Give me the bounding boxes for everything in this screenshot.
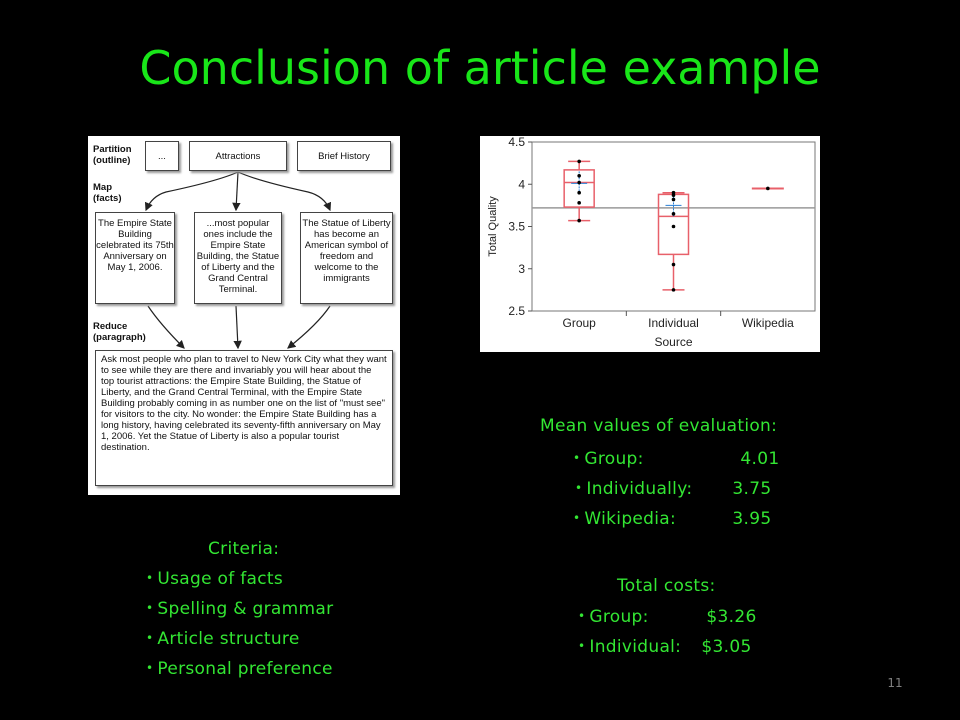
slide-title: Conclusion of article example: [139, 41, 821, 95]
data-point: [577, 174, 581, 178]
y-tick-label: 3: [518, 261, 525, 276]
data-point: [577, 191, 581, 195]
criteria-item: • Personal preference: [146, 654, 333, 684]
header-box-attractions: Attractions: [189, 141, 287, 171]
fact-box-liberty: The Statue of Liberty has become an American symbol of freedom and welcome to the immigrants: [300, 212, 393, 304]
map-label: Map (facts): [93, 182, 122, 204]
evaluation-item-value: 3.95: [732, 509, 772, 529]
data-point: [766, 187, 770, 191]
data-point: [577, 181, 581, 185]
fact-box-attractions: ...most popular ones include the Empire State Building, the Statue of Liberty and the Grand Central Terminal.: [194, 212, 282, 304]
data-point: [577, 201, 581, 205]
criteria-item: • Spelling & grammar: [146, 594, 333, 624]
paragraph-box: Ask most people who plan to travel to New York City what they want to see while they are there and invariably you will hear about the top tourist attractions: the Empire State Building, the Statue of Liberty, and the Grand Central Terminal, with the Empire State Building probably coming in as number one on the list of "must see" for visitors to the city. No wonder: the Empire State Building has a long history, having celebrated its seventy-fifth anniversary on May 1, 2006. Yet the Statue of Liberty is also a popular tourist destination.: [95, 350, 393, 486]
cost-item-label: Group:: [589, 607, 649, 627]
y-tick-label: 4.5: [508, 136, 525, 149]
costs-list: [578, 602, 757, 662]
cost-item-value: $3.26: [706, 607, 757, 627]
evaluation-item-value: 4.01: [740, 449, 780, 469]
data-point: [577, 219, 581, 223]
x-tick-label: Group: [562, 316, 596, 330]
criteria-heading: Criteria:: [208, 539, 280, 559]
criteria-list: [146, 564, 333, 684]
data-point: [672, 193, 676, 197]
cost-item: [578, 632, 757, 662]
header-box-brief-history: Brief History: [297, 141, 391, 171]
data-point: [577, 160, 581, 164]
evaluation-item: [573, 504, 779, 534]
y-tick-label: 3.5: [508, 219, 525, 234]
data-point: [672, 225, 676, 229]
criteria-heading-block: [208, 535, 279, 564]
chart-svg: [480, 136, 820, 352]
evaluation-item-label: Individually:: [586, 479, 693, 499]
cost-item-label: Individual:: [589, 637, 682, 657]
data-point: [672, 212, 676, 216]
evaluation-item: [575, 474, 779, 504]
evaluation-item-label: Wikipedia:: [584, 509, 677, 529]
evaluation-item-value: 3.75: [732, 479, 772, 499]
cost-item: [578, 602, 757, 632]
page-number: 11: [887, 676, 903, 690]
criteria-item: • Usage of facts: [146, 564, 333, 594]
quality-box-plot: [480, 136, 820, 352]
mapreduce-diagram: [88, 136, 400, 495]
header-box-ellipsis: ...: [145, 141, 179, 171]
evaluation-block: [540, 412, 777, 441]
data-point: [672, 288, 676, 292]
costs-heading-block: [617, 572, 716, 601]
cost-item-value: $3.05: [701, 637, 752, 657]
criteria-item: • Article structure: [146, 624, 333, 654]
evaluation-item-label: Group:: [584, 449, 644, 469]
data-point: [672, 263, 676, 267]
reduce-label: Reduce (paragraph): [93, 321, 146, 343]
x-axis-label: Source: [654, 335, 693, 349]
evaluation-heading: Mean values of evaluation:: [540, 416, 778, 436]
y-tick-label: 2.5: [508, 304, 525, 318]
y-axis-label: Total Quality: [487, 196, 499, 257]
y-tick-label: 4: [518, 177, 525, 192]
x-tick-label: Individual: [648, 316, 699, 330]
fact-box-empire: The Empire State Building celebrated its 75th Anniversary on May 1, 2006.: [95, 212, 175, 304]
evaluation-item: [573, 444, 779, 474]
evaluation-list: [573, 444, 779, 534]
data-point: [672, 198, 676, 202]
partition-label: Partition (outline): [93, 144, 132, 166]
costs-heading: Total costs:: [617, 576, 716, 596]
x-tick-label: Wikipedia: [741, 316, 794, 330]
